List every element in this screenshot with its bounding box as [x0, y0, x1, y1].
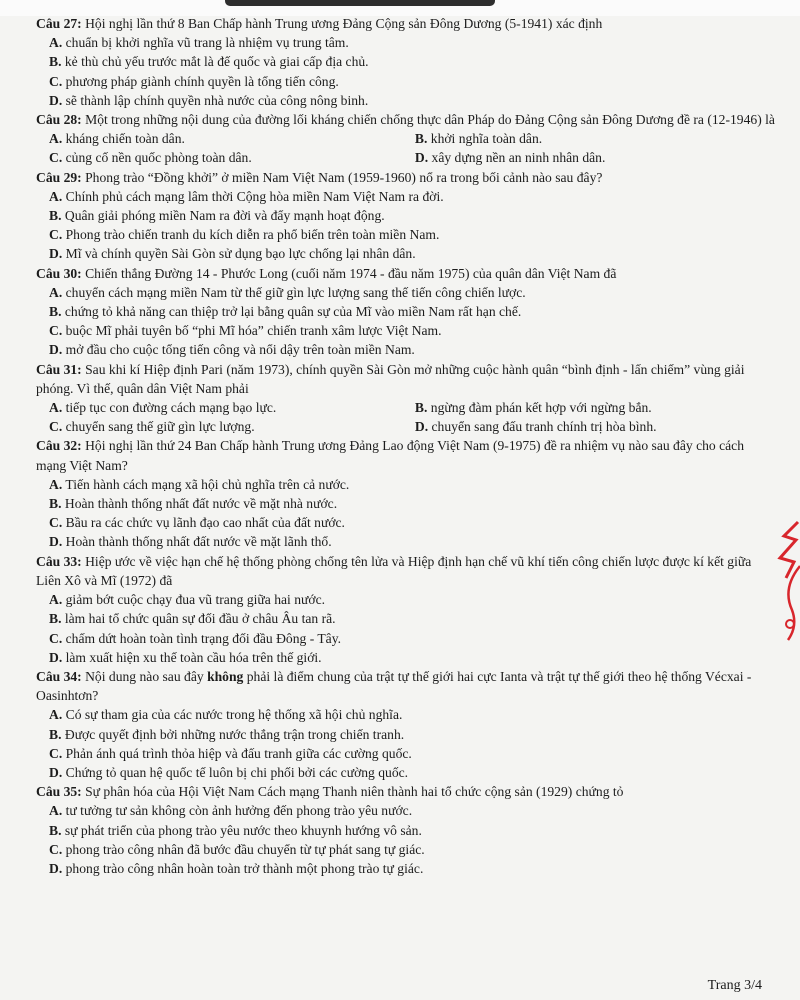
question-text: Phong trào “Đồng khởi” ở miền Nam Việt Nam (1959-1960) nổ ra trong bối cảnh nào sau đây?: [85, 169, 603, 185]
question-stem: [0, 667, 800, 705]
question-number: Câu 34:: [36, 668, 82, 684]
question-number: Câu 35:: [36, 784, 82, 800]
answer-option: [0, 475, 800, 494]
option-text: phong trào công nhân hoàn toàn trở thành một phong trào tự giác.: [65, 860, 424, 876]
option-text: Chính phủ cách mạng lâm thời Cộng hòa miền Nam Việt Nam ra đời.: [65, 188, 444, 204]
option-letter: C.: [49, 323, 63, 339]
option-letter: B.: [414, 131, 428, 147]
option-letter: D.: [49, 342, 63, 358]
option-letter: D.: [414, 419, 429, 435]
option-text: Có sự tham gia của các nước trong hệ thống xã hội chủ nghĩa.: [65, 707, 403, 723]
option-text: chuyển sang thế giữ gìn lực lượng.: [65, 419, 255, 435]
answer-option: [0, 532, 800, 551]
toolbar-strip: [225, 0, 495, 6]
answer-option: [0, 648, 800, 667]
answer-option: [0, 859, 800, 878]
answer-option: [0, 206, 800, 225]
question-block: [0, 360, 800, 437]
option-letter: B.: [414, 400, 428, 416]
option-row: [0, 129, 800, 148]
option-text: giảm bớt cuộc chạy đua vũ trang giữa hai nước.: [65, 592, 325, 608]
question-number: Câu 29:: [36, 169, 82, 185]
question-block: [0, 436, 800, 551]
option-text: kháng chiến toàn dân.: [65, 131, 185, 147]
question-text: Nội dung nào sau đây: [85, 668, 208, 684]
option-text: Mĩ và chính quyền Sài Gòn sử dụng bạo lực chống lại nhân dân.: [65, 246, 416, 262]
option-row: [0, 148, 800, 167]
option-letter: C.: [49, 745, 63, 761]
option-letter: A.: [49, 131, 63, 147]
option-letter: B.: [49, 611, 62, 627]
answer-option: [0, 494, 800, 513]
option-letter: B.: [49, 208, 62, 224]
option-letter: D.: [49, 764, 63, 780]
option-text: phương pháp giành chính quyền là tổng tiến công.: [65, 73, 339, 89]
answer-option: [0, 398, 415, 417]
option-letter: D.: [49, 649, 63, 665]
option-text: Hoàn thành thống nhất đất nước về mặt nhà nước.: [64, 496, 338, 512]
option-letter: A.: [49, 400, 63, 416]
answer-option: [0, 129, 415, 148]
option-text: mở đầu cho cuộc tổng tiến công và nổi dậy trên toàn miền Nam.: [65, 342, 415, 358]
answer-option: [0, 225, 800, 244]
option-text: chuẩn bị khởi nghĩa vũ trang là nhiệm vụ trung tâm.: [65, 35, 349, 51]
option-letter: C.: [49, 227, 63, 243]
option-text: sẽ thành lập chính quyền nhà nước của công nông binh.: [65, 92, 369, 108]
option-text: làm xuất hiện xu thế toàn cầu hóa trên thế giới.: [65, 649, 322, 665]
question-stem: [0, 110, 800, 129]
question-list: [0, 14, 800, 878]
option-letter: C.: [49, 841, 63, 857]
exam-page: [0, 14, 800, 1000]
answer-option: [0, 763, 800, 782]
question-text: Chiến thắng Đường 14 - Phước Long (cuối năm 1974 - đầu năm 1975) của quân dân Việt Nam đã: [85, 265, 617, 281]
option-text: chứng tỏ khả năng can thiệp trở lại bằng quân sự của Mĩ vào miền Nam rất hạn chế.: [64, 304, 522, 320]
option-text: ngừng đàm phán kết hợp với ngừng bắn.: [430, 400, 652, 416]
red-stamp-mark: [774, 518, 800, 658]
question-number: Câu 30:: [36, 265, 82, 281]
question-number: Câu 27:: [36, 16, 82, 31]
option-letter: C.: [49, 515, 63, 531]
option-text: Tiến hành cách mạng xã hội chủ nghĩa trên cả nước.: [65, 476, 350, 492]
option-letter: A.: [49, 35, 63, 51]
answer-option: [0, 340, 800, 359]
answer-option: [0, 244, 800, 263]
answer-option: [0, 187, 800, 206]
answer-option: [0, 629, 800, 648]
question-number: Câu 28:: [36, 112, 82, 128]
option-letter: B.: [49, 304, 62, 320]
option-text: Bầu ra các chức vụ lãnh đạo cao nhất của đất nước.: [65, 515, 345, 531]
option-letter: C.: [49, 73, 63, 89]
option-text: chuyển cách mạng miền Nam từ thế giữ gìn lực lượng sang thế tiến công chiến lược.: [65, 284, 526, 300]
question-emphasis: không: [207, 668, 244, 684]
question-stem: [0, 782, 800, 801]
answer-option: [0, 513, 800, 532]
answer-option: [0, 148, 415, 167]
option-text: chuyển sang đấu tranh chính trị hòa bình.: [431, 419, 657, 435]
option-letter: B.: [49, 496, 62, 512]
answer-option: [0, 417, 415, 436]
question-text: Một trong những nội dung của đường lối kháng chiến chống thực dân Pháp do Đảng Cộng sản Đông Dương đề ra (12-1946) là: [85, 112, 775, 128]
answer-option: [0, 72, 800, 91]
option-letter: C.: [49, 419, 63, 435]
option-text: Chứng tỏ quan hệ quốc tế luôn bị chi phối bởi các cường quốc.: [65, 764, 409, 780]
option-text: tư tưởng tư sản không còn ảnh hưởng đến phong trào yêu nước.: [65, 803, 413, 819]
answer-option: [415, 129, 800, 148]
option-letter: A.: [49, 188, 63, 204]
answer-option: [0, 321, 800, 340]
answer-option: [0, 52, 800, 71]
option-row: [0, 398, 800, 417]
question-text: Sự phân hóa của Hội Việt Nam Cách mạng Thanh niên thành hai tổ chức cộng sản (1929) chứng tỏ: [85, 784, 624, 800]
option-letter: D.: [49, 92, 63, 108]
option-text: Được quyết định bởi những nước thắng trận trong chiến tranh.: [64, 726, 405, 742]
option-letter: D.: [49, 860, 63, 876]
option-text: củng cố nền quốc phòng toàn dân.: [65, 150, 252, 166]
question-text: phải là điểm chung của trật tự thế giới hai cực Ianta và trật tự thế giới theo hệ thống Vécxai - Oasinhtơn?: [36, 668, 752, 704]
option-text: Hoàn thành thống nhất đất nước về mặt lãnh thổ.: [65, 534, 332, 550]
option-text: Phong trào chiến tranh du kích diễn ra phổ biến trên toàn miền Nam.: [65, 227, 440, 243]
question-text: Hội nghị lần thứ 24 Ban Chấp hành Trung ương Đảng Lao động Việt Nam (9-1975) đề ra nhiệm vụ nào sau đây cho cách mạng Việt Nam?: [36, 438, 744, 473]
option-letter: C.: [49, 150, 63, 166]
answer-option: [0, 725, 800, 744]
question-number: Câu 33:: [36, 553, 82, 569]
option-letter: C.: [49, 630, 63, 646]
question-block: [0, 782, 800, 878]
page-number: Trang 3/4: [707, 978, 762, 993]
option-text: Phản ánh quá trình thỏa hiệp và đấu tranh giữa các cường quốc.: [65, 745, 412, 761]
question-block: [0, 264, 800, 360]
option-letter: B.: [49, 726, 62, 742]
answer-option: [0, 609, 800, 628]
question-text: Hiệp ước về việc hạn chế hệ thống phòng chống tên lửa và Hiệp định hạn chế vũ khí tiến công chiến lược được kí kết giữa Liên Xô và Mĩ (1972) đã: [36, 553, 752, 588]
question-block: [0, 110, 800, 168]
answer-option: [0, 744, 800, 763]
answer-option: [0, 33, 800, 52]
option-text: làm hai tổ chức quân sự đối đầu ở châu Âu tan rã.: [64, 611, 336, 627]
question-stem: [0, 168, 800, 187]
question-text: Sau khi kí Hiệp định Pari (năm 1973), chính quyền Sài Gòn mở những cuộc hành quân “bình định - lấn chiếm” vùng giải phóng. Vì thế, quân dân Việt Nam phải: [36, 361, 745, 396]
option-text: chấm dứt hoàn toàn tình trạng đối đầu Đông - Tây.: [65, 630, 342, 646]
question-number: Câu 32:: [36, 438, 82, 454]
answer-option: [0, 840, 800, 859]
option-text: khởi nghĩa toàn dân.: [430, 131, 543, 147]
question-block: [0, 14, 800, 110]
question-block: [0, 168, 800, 264]
option-letter: B.: [49, 54, 62, 70]
option-letter: A.: [49, 476, 63, 492]
answer-option: [0, 801, 800, 820]
question-stem: [0, 436, 800, 474]
option-letter: A.: [49, 284, 63, 300]
answer-option: [0, 91, 800, 110]
option-letter: B.: [49, 822, 62, 838]
question-block: [0, 552, 800, 667]
option-letter: D.: [49, 534, 63, 550]
option-letter: A.: [49, 803, 63, 819]
option-text: buộc Mĩ phải tuyên bố “phi Mĩ hóa” chiến tranh xâm lược Việt Nam.: [65, 323, 442, 339]
option-text: xây dựng nền an ninh nhân dân.: [431, 150, 606, 166]
option-letter: D.: [414, 150, 429, 166]
question-text: Hội nghị lần thứ 8 Ban Chấp hành Trung ương Đảng Cộng sản Đông Dương (5-1941) xác định: [85, 16, 603, 31]
answer-option: [0, 821, 800, 840]
question-stem: [0, 552, 800, 590]
answer-option: [0, 590, 800, 609]
option-text: Quân giải phóng miền Nam ra đời và đẩy mạnh hoạt động.: [64, 208, 385, 224]
answer-option: [0, 302, 800, 321]
option-letter: D.: [49, 246, 63, 262]
option-row: [0, 417, 800, 436]
question-stem: [0, 360, 800, 398]
answer-option: [415, 398, 800, 417]
question-stem: [0, 14, 800, 33]
question-block: [0, 667, 800, 782]
option-text: tiếp tục con đường cách mạng bạo lực.: [65, 400, 277, 416]
answer-option: [415, 417, 800, 436]
answer-option: [0, 705, 800, 724]
answer-option: [0, 283, 800, 302]
question-number: Câu 31:: [36, 361, 82, 377]
question-stem: [0, 264, 800, 283]
option-letter: A.: [49, 707, 63, 723]
option-text: kẻ thù chủ yếu trước mắt là đế quốc và giai cấp địa chủ.: [64, 54, 369, 70]
option-letter: A.: [49, 592, 63, 608]
option-text: sự phát triển của phong trào yêu nước theo khuynh hướng vô sản.: [64, 822, 422, 838]
answer-option: [415, 148, 800, 167]
option-text: phong trào công nhân đã bước đầu chuyển từ tự phát sang tự giác.: [65, 841, 425, 857]
